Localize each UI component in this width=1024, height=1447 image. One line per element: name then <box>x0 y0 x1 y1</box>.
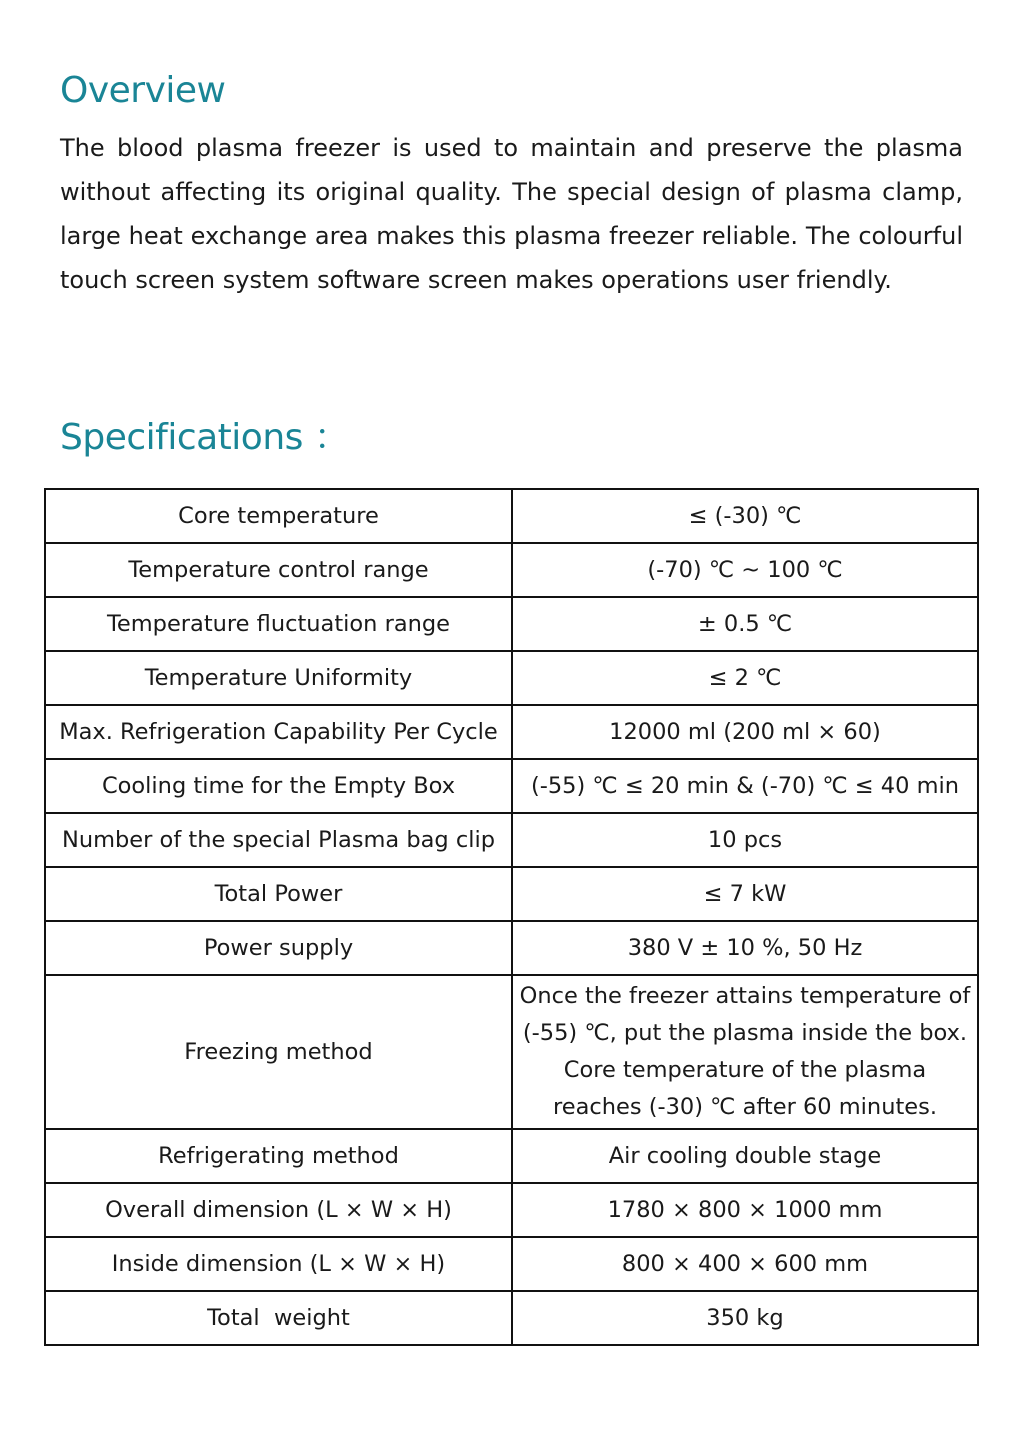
spec-label: Temperature Uniformity <box>45 651 512 705</box>
spec-label: Refrigerating method <box>45 1129 512 1183</box>
spec-label: Inside dimension (L × W × H) <box>45 1237 512 1291</box>
table-row <box>45 867 978 921</box>
overview-heading: Overview <box>60 70 226 111</box>
table-row <box>45 1129 978 1183</box>
spec-value: 800 × 400 × 600 mm <box>512 1237 978 1291</box>
spec-label: Freezing method <box>45 975 512 1129</box>
spec-label: Total weight <box>45 1291 512 1345</box>
spec-label: Overall dimension (L × W × H) <box>45 1183 512 1237</box>
spec-label: Core temperature <box>45 489 512 543</box>
spec-value: 380 V ± 10 %, 50 Hz <box>512 921 978 975</box>
overview-paragraph: The blood plasma freezer is used to maintain and preserve the plasma without affecting its original quality. The special design of plasma clamp, large heat exchange area makes this plasma freezer reliable. The colourful touch screen system software screen makes operations user friendly. <box>60 134 963 294</box>
spec-value: ± 0.5 ℃ <box>512 597 978 651</box>
table-row <box>45 975 978 1129</box>
table-row <box>45 813 978 867</box>
spec-value: ≤ 7 kW <box>512 867 978 921</box>
table-row <box>45 759 978 813</box>
table-row <box>45 1183 978 1237</box>
spec-value: 350 kg <box>512 1291 978 1345</box>
spec-label: Cooling time for the Empty Box <box>45 759 512 813</box>
spec-value: ≤ (-30) ℃ <box>512 489 978 543</box>
spec-value: 10 pcs <box>512 813 978 867</box>
table-row <box>45 921 978 975</box>
table-row <box>45 1291 978 1345</box>
spec-value: 1780 × 800 × 1000 mm <box>512 1183 978 1237</box>
table-row <box>45 489 978 543</box>
spec-value: ≤ 2 ℃ <box>512 651 978 705</box>
spec-value: (-55) ℃ ≤ 20 min & (-70) ℃ ≤ 40 min <box>512 759 978 813</box>
table-row <box>45 1237 978 1291</box>
spec-value: (-70) ℃ ~ 100 ℃ <box>512 543 978 597</box>
table-row <box>45 705 978 759</box>
spec-label: Temperature fluctuation range <box>45 597 512 651</box>
table-row <box>45 543 978 597</box>
spec-label: Total Power <box>45 867 512 921</box>
spec-value: 12000 ml (200 ml × 60) <box>512 705 978 759</box>
spec-label: Temperature control range <box>45 543 512 597</box>
spec-label: Power supply <box>45 921 512 975</box>
spec-value: Air cooling double stage <box>512 1129 978 1183</box>
specifications-heading: Specifications ： <box>60 417 350 458</box>
spec-label: Number of the special Plasma bag clip <box>45 813 512 867</box>
spec-label: Max. Refrigeration Capability Per Cycle <box>45 705 512 759</box>
table-row <box>45 651 978 705</box>
specifications-table <box>44 488 979 1346</box>
table-row <box>45 597 978 651</box>
spec-value: Once the freezer attains temperature of (-55) ℃, put the plasma inside the box. Core temperature of the plasma reaches (-30) ℃ after 60 minutes. <box>512 975 978 1129</box>
